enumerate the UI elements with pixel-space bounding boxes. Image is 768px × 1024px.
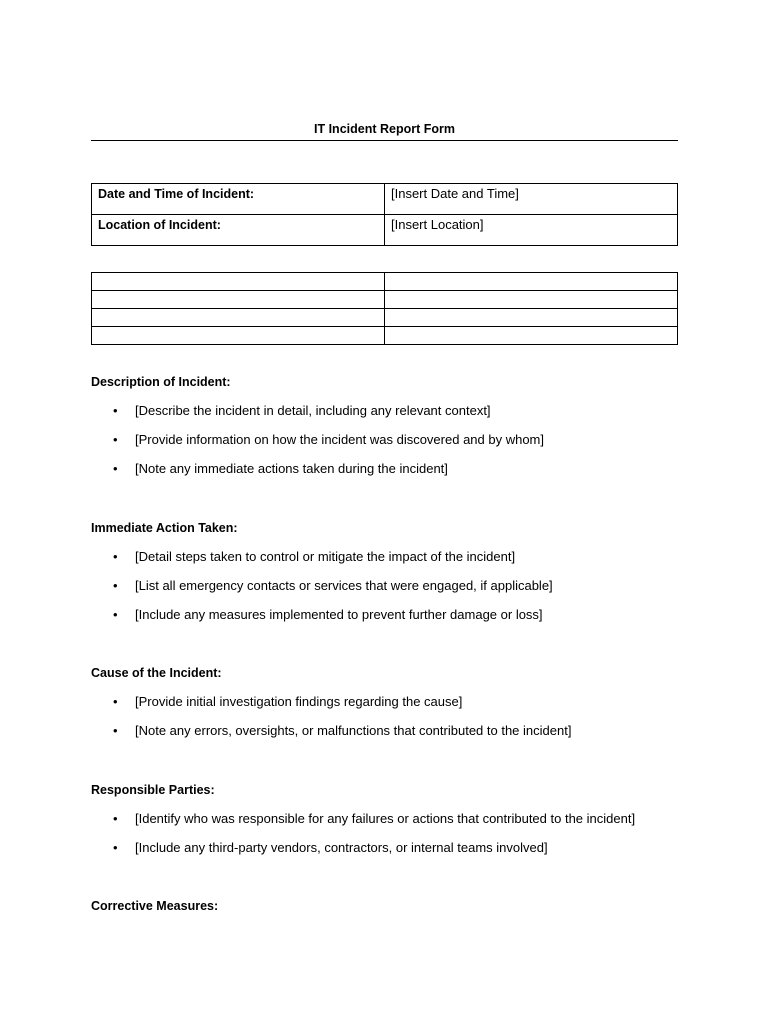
section-description [91,373,691,478]
list-item-text: [Note any errors, oversights, or malfunctions that contributed to the incident] [135,723,572,738]
list-item [91,577,691,595]
section-immediate-action [91,519,691,624]
location-label: Location of Incident: [92,215,385,246]
list-item-text: [Provide information on how the incident was discovered and by whom] [135,432,544,447]
list-item-text: [Include any measures implemented to prevent further damage or loss] [135,607,543,622]
blank-cell[interactable] [385,273,678,291]
blank-cell[interactable] [92,309,385,327]
table-row [92,327,678,345]
blank-cell[interactable] [385,291,678,309]
bullet-icon: • [113,578,118,593]
bullet-icon: • [113,723,118,738]
list-item [91,606,691,624]
date-time-value[interactable]: [Insert Date and Time] [385,184,678,215]
bullet-icon: • [113,840,118,855]
bullet-icon: • [113,607,118,622]
bullet-list [91,548,691,624]
bullet-icon: • [113,694,118,709]
bullet-icon: • [113,811,118,826]
section-heading: Responsible Parties: [91,783,215,797]
list-item [91,693,691,711]
blank-cell[interactable] [385,309,678,327]
list-item-text: [Note any immediate actions taken during the incident] [135,461,448,476]
blank-cell[interactable] [92,327,385,345]
bullet-list [91,402,691,478]
document-title: IT Incident Report Form [91,122,678,141]
table-row [92,273,678,291]
list-item-text: [List all emergency contacts or services that were engaged, if applicable] [135,578,553,593]
table-row [92,184,678,215]
bullet-list [91,693,691,740]
blank-cell[interactable] [92,273,385,291]
section-cause [91,664,691,740]
section-corrective-measures [91,897,691,915]
date-time-label: Date and Time of Incident: [92,184,385,215]
list-item [91,460,691,478]
table-row [92,291,678,309]
list-item-text: [Identify who was responsible for any failures or actions that contributed to the incident] [135,811,636,826]
blank-cell[interactable] [385,327,678,345]
bullet-list [91,810,691,857]
list-item-text: [Provide initial investigation findings regarding the cause] [135,694,463,709]
location-value[interactable]: [Insert Location] [385,215,678,246]
list-item [91,722,691,740]
section-heading: Corrective Measures: [91,899,219,913]
section-heading: Description of Incident: [91,375,231,389]
section-heading: Cause of the Incident: [91,666,222,680]
list-item-text: [Describe the incident in detail, including any relevant context] [135,403,491,418]
list-item [91,810,691,828]
list-item-text: [Detail steps taken to control or mitigate the impact of the incident] [135,549,516,564]
bullet-icon: • [113,432,118,447]
table-row [92,215,678,246]
bullet-icon: • [113,549,118,564]
list-item [91,548,691,566]
section-responsible-parties [91,781,691,857]
bullet-icon: • [113,461,118,476]
bullet-icon: • [113,403,118,418]
blank-cell[interactable] [92,291,385,309]
table-row [92,309,678,327]
list-item [91,402,691,420]
list-item [91,431,691,449]
list-item [91,839,691,857]
blank-table [91,272,678,345]
list-item-text: [Include any third-party vendors, contractors, or internal teams involved] [135,840,548,855]
section-heading: Immediate Action Taken: [91,521,238,535]
incident-info-table [91,183,678,246]
